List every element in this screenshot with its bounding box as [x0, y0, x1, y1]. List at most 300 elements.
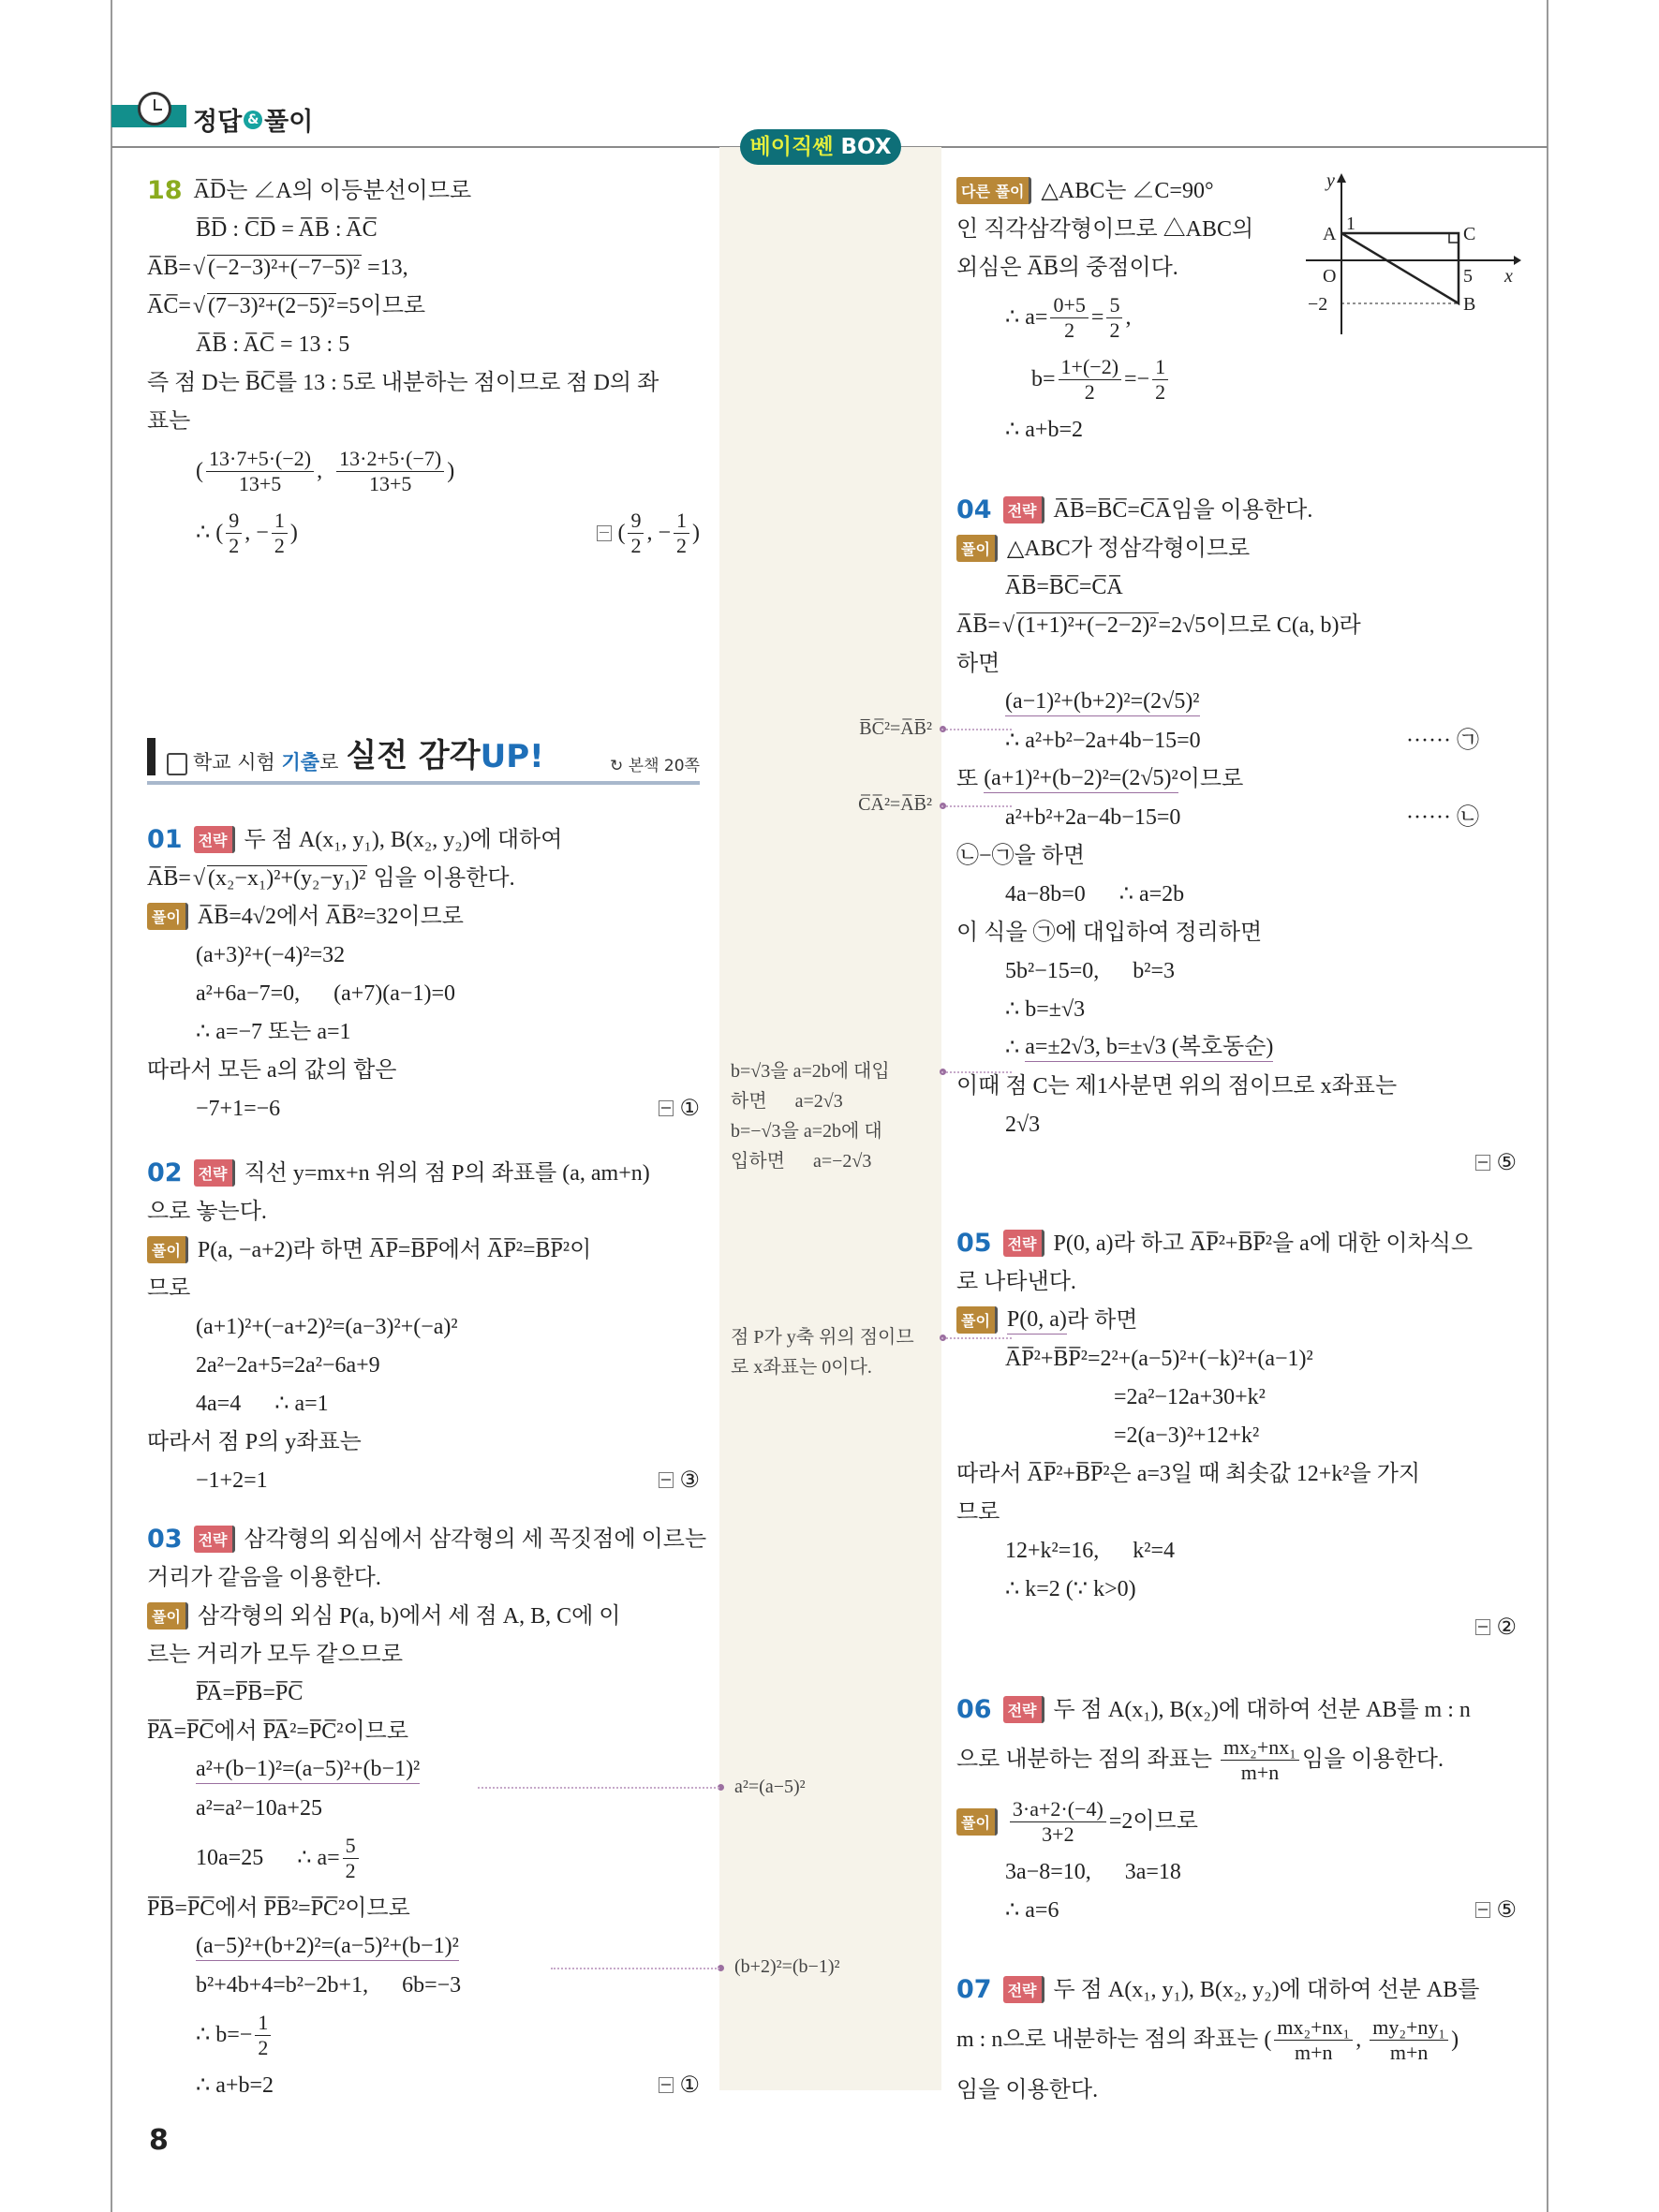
text: 인 직각삼각형이므로 △ABC의 [956, 216, 1254, 242]
text: 므로 [956, 1499, 1000, 1525]
right-problem-block [956, 1970, 1517, 2109]
solution-line [956, 721, 1517, 759]
problem-number: 07 [956, 1975, 992, 2004]
solution-line [956, 1729, 1517, 1791]
right-problem-block [956, 1224, 1517, 1646]
numerator: 13·7+5·(−2) [206, 447, 314, 472]
solution-line [147, 1558, 700, 1597]
connector-line [478, 1787, 719, 1789]
solution-line [956, 1105, 1517, 1143]
text: A̅B̅= [147, 255, 191, 280]
text: ) [692, 521, 700, 545]
solution-badge: 풀이 [147, 1236, 188, 1263]
solution-line [956, 1416, 1517, 1454]
text: 따라서 모든 a의 값의 합은 [147, 1057, 397, 1083]
text: (a+1)²+(−a+2)²=(a−3)²+(−a)² [196, 1314, 458, 1339]
solution-line [956, 1690, 1517, 1729]
solution-line [147, 1269, 700, 1307]
fraction [628, 509, 644, 558]
denominator: 2 [1109, 317, 1120, 342]
text: 12+k²=16, k²=4 [1005, 1538, 1175, 1563]
fraction [255, 2011, 271, 2060]
solution-line [147, 440, 700, 502]
denominator: m+n [1295, 2040, 1333, 2064]
solution-line [147, 1927, 700, 1966]
solution-line [956, 287, 1517, 348]
problem-number: 18 [147, 176, 183, 205]
text: 4a=4 ∴ a=1 [196, 1391, 329, 1416]
solution-line [956, 1143, 1517, 1182]
numerator: my₂+ny₁ [1370, 2015, 1448, 2041]
text: 르는 거리가 모두 같으므로 [147, 1642, 404, 1667]
solution-line [147, 287, 700, 325]
strategy-badge: 전략 [194, 1526, 235, 1553]
solution-line [956, 1891, 1517, 1929]
header-title-solution: 풀이 [264, 108, 314, 137]
solution-line [956, 683, 1517, 721]
denominator: 2 [229, 533, 240, 557]
right-problem-block [956, 1690, 1517, 1929]
solution-line [147, 171, 700, 210]
answer-icon [659, 1472, 674, 1488]
key-expression: (a−5)²+(b+2)²=(a−5)²+(b−1)² [196, 1932, 459, 1961]
numerator: 13·2+5·(−7) [336, 447, 444, 472]
solution-line [147, 1192, 700, 1231]
label-a: A [1323, 224, 1337, 244]
text: b= [1031, 367, 1056, 391]
numerator: 9 [628, 509, 644, 534]
equation-label: ······ ㉡ [1406, 804, 1479, 830]
square-root [206, 864, 368, 892]
fraction [674, 509, 689, 558]
solution-line [147, 974, 700, 1012]
text: ∴ b=±√3 [1005, 996, 1086, 1022]
label-b: B [1463, 294, 1476, 315]
radicand: √ (1+1)²+(−2−2)² [1016, 612, 1159, 638]
answer-icon [1475, 1155, 1490, 1171]
text: ∴ a²+b²−2a+4b−15=0 [1005, 728, 1201, 753]
numerator: 3·a+2·(−4) [1010, 1797, 1106, 1822]
square-root [206, 254, 362, 282]
left-problem-block [147, 820, 700, 1128]
solution-line [956, 1970, 1517, 2009]
left-problem-block [147, 171, 700, 564]
solution-line [147, 210, 700, 248]
answer-icon [1475, 1619, 1490, 1635]
section-subtitle [193, 747, 338, 775]
solution-line [147, 1154, 700, 1192]
text: 으로 놓는다. [147, 1199, 267, 1224]
text: =− [1124, 367, 1150, 391]
numerator: mx₂+nx₁ [1274, 2015, 1353, 2041]
solution-line [147, 1827, 700, 1889]
text: −1+2=1 [196, 1467, 268, 1493]
denominator: m+n [1389, 2040, 1429, 2064]
solution-line [147, 859, 700, 897]
solution-line [147, 1461, 700, 1499]
numerator: 0+5 [1050, 293, 1088, 318]
text: 외심은 A̅B̅의 중점이다. [956, 255, 1178, 280]
strategy-badge: 전략 [1003, 1696, 1044, 1723]
solution-line [147, 1789, 700, 1827]
text: △ABC는 ∠C=90° [1041, 178, 1214, 203]
margin-note: B̅C̅²=A̅B̅² [859, 718, 932, 739]
text: A̅B̅=B̅C̅=C̅A̅임을 이용한다. [1053, 497, 1313, 523]
text: , − [646, 521, 671, 545]
right-problem-block [956, 171, 1517, 449]
text: ∴ a=−7 또는 a=1 [196, 1019, 351, 1044]
connector-line [551, 1968, 719, 1969]
section-bar [147, 738, 156, 775]
text: , [1125, 305, 1132, 330]
solution-line [956, 529, 1517, 568]
textbook-page-ref: 본책 20쪽 [628, 757, 700, 775]
text: 삼각형의 외심에서 삼각형의 세 꼭짓점에 이르는 [244, 1526, 707, 1552]
strategy-badge: 전략 [1003, 1230, 1044, 1257]
answer-icon [659, 2077, 674, 2093]
numerator: 5 [343, 1834, 359, 1859]
text: A̅B̅= [956, 612, 1000, 638]
box-label-korean: 베이직쎈 [749, 135, 834, 159]
text: 2a²−2a+5=2a²−6a+9 [196, 1352, 380, 1378]
numerator: mx₂+nx₁ [1221, 1735, 1299, 1761]
margin-note: (b+2)²=(b−1)² [734, 1956, 840, 1977]
text: ∴ a+b=2 [1005, 417, 1083, 442]
key-expression: (a+1)²+(b−2)²=(2√5)² [984, 764, 1178, 793]
text: P̅A̅=P̅B̅=P̅C̅ [196, 1680, 304, 1705]
solution-line [956, 1301, 1517, 1339]
fraction [1050, 293, 1088, 343]
answer-icon [1475, 1902, 1490, 1918]
section-header [147, 737, 700, 785]
solution-line [956, 1067, 1517, 1105]
text: m : n으로 내분하는 점의 좌표는 ( [956, 2028, 1272, 2052]
solution-line [147, 897, 700, 936]
text: =13, [362, 255, 408, 280]
text: 로 나타낸다. [956, 1269, 1076, 1294]
solution-line [956, 606, 1517, 644]
denominator: 2 [1084, 379, 1095, 404]
solution-line [956, 491, 1517, 529]
text: ) [289, 521, 298, 545]
label-o: O [1323, 266, 1337, 287]
text: 3a−8=10, 3a=18 [1005, 1859, 1181, 1884]
solution-line [147, 402, 700, 440]
text: 직선 y=mx+n 위의 점 P의 좌표를 (a, am+n) [244, 1160, 650, 1186]
text: ① [679, 1096, 700, 1121]
problem-number: 05 [956, 1229, 992, 1258]
solution-line [956, 951, 1517, 990]
fraction [206, 447, 314, 496]
solution-line [956, 759, 1517, 798]
fraction [272, 509, 288, 558]
solution-line [147, 502, 700, 564]
text: ( [196, 459, 203, 483]
answer [1475, 1614, 1517, 1642]
text: =5이므로 [336, 293, 426, 318]
denominator: 13+5 [368, 471, 412, 495]
solution-line [147, 248, 700, 287]
fraction [1059, 355, 1121, 405]
label-y: y [1326, 173, 1335, 191]
solution-badge: 풀이 [956, 1306, 998, 1334]
denominator: 3+2 [1042, 1821, 1074, 1846]
solution-line [147, 1423, 700, 1461]
text: B̅D̅ : C̅D̅ = A̅B̅ : A̅C̅ [196, 216, 378, 242]
connector-line [941, 1071, 1012, 1073]
label-1: 1 [1346, 214, 1355, 234]
text: ② [1496, 1615, 1517, 1640]
radicand: √ (x₂−x₁)²+(y₂−y₁)² [207, 865, 368, 891]
denominator: 2 [1155, 379, 1166, 404]
problem-number: 06 [956, 1695, 992, 1724]
solution-line [147, 1231, 700, 1269]
section-t1: 학교 시험 [193, 751, 282, 774]
numerator: 1 [674, 509, 689, 534]
left-problem-block [147, 1520, 707, 2104]
text: 5b²−15=0, b²=3 [1005, 958, 1175, 983]
solution-line [147, 1307, 700, 1346]
numerator: 1 [255, 2011, 271, 2036]
text: (a+3)²+(−4)²=32 [196, 942, 346, 967]
text: 두 점 A(x₁, y₁), B(x₂, y₂)에 대하여 [244, 827, 563, 852]
key-expression: a=±2√3, b=±√3 (복호동순) [1025, 1033, 1273, 1062]
text: ∴ k=2 (∵ k>0) [1005, 1576, 1136, 1601]
pencil-note-icon [167, 753, 187, 775]
text: 두 점 A(x₁, y₁), B(x₂, y₂)에 대하여 선분 AB를 [1053, 1977, 1480, 2002]
solution-line [956, 1454, 1517, 1493]
problem-number: 04 [956, 495, 992, 524]
solution-line [956, 568, 1517, 606]
solution-line [956, 410, 1517, 449]
text: ∴ b=− [196, 2023, 253, 2047]
text: =2(a−3)²+12+k² [1114, 1423, 1260, 1448]
fraction [1221, 1735, 1299, 1785]
text: ) [447, 459, 455, 483]
text: 따라서 점 P의 y좌표는 [147, 1429, 362, 1454]
text: ⑤ [1496, 1150, 1517, 1175]
alt-badge: 다른 풀이 [956, 177, 1031, 204]
header-title [193, 101, 313, 138]
text: A̅P̅²+B̅P̅²=2²+(a−5)²+(−k)²+(a−1)² [1005, 1346, 1313, 1371]
text: ∴ a= [1005, 305, 1048, 330]
strategy-badge: 전략 [1003, 496, 1044, 524]
problem-number: 02 [147, 1158, 183, 1187]
text: 두 점 A(x₁), B(x₂)에 대하여 선분 AB를 m : n [1053, 1697, 1471, 1722]
key-expression: a²+(b−1)²=(a−5)²+(b−1)² [196, 1755, 420, 1784]
solution-line [956, 1339, 1517, 1378]
text: 즉 점 D는 B̅C̅를 13 : 5로 내분하는 점이므로 점 D의 좌 [147, 370, 659, 395]
page-border-right [1547, 0, 1548, 2212]
text: 이므로 [1178, 766, 1244, 791]
solution-line [956, 990, 1517, 1028]
text: 삼각형의 외심 P(a, b)에서 세 점 A, B, C에 이 [197, 1603, 621, 1629]
solution-line [956, 1378, 1517, 1416]
text: P(a, −a+2)라 하면 A̅P̅=B̅P̅에서 A̅P̅²=B̅P̅²이 [197, 1237, 592, 1262]
page-border-left [111, 0, 112, 2212]
text: A̅B̅= [147, 865, 191, 891]
ampersand-icon: & [244, 111, 262, 129]
solution-line [956, 1493, 1517, 1531]
text: A̅D̅는 ∠A의 이등분선이므로 [193, 178, 472, 203]
denominator: 2 [258, 2035, 269, 2059]
strategy-badge: 전략 [194, 1159, 235, 1187]
problem-number: 03 [147, 1525, 183, 1554]
square-root [1015, 612, 1159, 640]
denominator: 2 [274, 533, 285, 557]
text: P̅B̅=P̅C̅에서 P̅B̅²=P̅C̅²이므로 [147, 1895, 410, 1921]
solution-line [147, 1012, 700, 1051]
label-5: 5 [1463, 266, 1473, 287]
label-x: x [1504, 266, 1513, 287]
text: ∴ a+b=2 [196, 2072, 274, 2098]
answer [659, 2072, 700, 2100]
denominator: m+n [1240, 1760, 1280, 1784]
numerator: 1 [1152, 355, 1168, 380]
fraction [1106, 293, 1122, 343]
answer-icon [597, 525, 612, 541]
answer [1475, 1896, 1517, 1924]
fraction [343, 1834, 359, 1883]
connector-line [941, 805, 1012, 807]
text: 이 식을 ㉠에 대입하여 정리하면 [956, 920, 1263, 945]
solution-line [147, 820, 700, 859]
text: ( [617, 521, 626, 545]
answer [1475, 1149, 1517, 1177]
solution-line [956, 798, 1517, 836]
denominator: 2 [1064, 317, 1075, 342]
text: −7+1=−6 [196, 1096, 281, 1121]
answer [597, 509, 700, 558]
text: = [1090, 305, 1104, 330]
solution-line [956, 1028, 1517, 1067]
solution-line [956, 1852, 1517, 1891]
label-c: C [1463, 224, 1476, 244]
text: ) [1451, 2028, 1459, 2052]
solution-line [147, 1635, 700, 1674]
denominator: 2 [676, 533, 687, 557]
answer [659, 1095, 700, 1123]
text: A̅C̅= [147, 293, 191, 318]
text: A̅B̅=B̅C̅=C̅A̅ [1005, 574, 1123, 599]
solution-line [956, 875, 1517, 913]
solution-badge: 풀이 [147, 903, 188, 930]
text: a²=a²−10a+25 [196, 1795, 322, 1821]
solution-line [956, 1531, 1517, 1570]
page-number: 8 [149, 2124, 169, 2157]
margin-note: a²=(a−5)² [734, 1777, 806, 1797]
text: ∴ [1005, 1035, 1026, 1060]
answer [659, 1467, 700, 1495]
solution-line [956, 1608, 1517, 1646]
radicand: √ (7−3)²+(2−5)² [207, 293, 336, 318]
section-t2: 기출 [281, 751, 320, 774]
solution-line [956, 2009, 1517, 2071]
denominator: 2 [345, 1858, 356, 1882]
key-expression: P(0, a) [1007, 1305, 1067, 1335]
solution-line [147, 936, 700, 974]
text: 거리가 같음을 이용한다. [147, 1565, 381, 1590]
text: P(0, a)라 하고 A̅P̅²+B̅P̅²을 a에 대한 이차식으 [1053, 1231, 1474, 1256]
solution-line [956, 836, 1517, 875]
fraction [226, 509, 242, 558]
solution-line [147, 1089, 700, 1128]
problem-number: 01 [147, 825, 183, 854]
text: 으로 내분하는 점의 좌표는 [956, 1747, 1219, 1772]
solution-line [956, 1224, 1517, 1262]
solution-line [147, 1597, 700, 1635]
basic-box-badge [740, 129, 901, 165]
text: ③ [679, 1467, 700, 1493]
solution-line [956, 1570, 1517, 1608]
text: 므로 [147, 1276, 191, 1301]
solution-line [147, 363, 700, 402]
text: b²+4b+4=b²−2b+1, 6b=−3 [196, 1972, 462, 1998]
numerator: 9 [226, 509, 242, 534]
text: =2이므로 [1108, 1809, 1198, 1834]
fraction [1152, 355, 1168, 405]
numerator: 1+(−2) [1059, 355, 1121, 380]
fraction [1370, 2015, 1448, 2065]
section-title-up: UP! [480, 738, 544, 775]
text: a²+b²+2a−4b−15=0 [1005, 804, 1181, 830]
solution-line [147, 1520, 707, 1558]
solution-line [956, 248, 1517, 287]
textbook-reference: ↻ 본책 20쪽 [610, 757, 700, 775]
solution-line [147, 1346, 700, 1384]
text: A̅B̅=4√2에서 A̅B̅²=32이므로 [197, 904, 464, 929]
margin-note: b=√3을 a=2b에 대입 하면 a=2√3 b=−√3을 a=2b에 대 입하면 a=−2√3 [731, 1061, 890, 1172]
text: △ABC가 정삼각형이므로 [1006, 536, 1251, 561]
answer-icon [659, 1100, 674, 1116]
text: ⑤ [1496, 1897, 1517, 1923]
numerator: 5 [1106, 293, 1122, 318]
denominator: 2 [630, 533, 642, 557]
solution-line [147, 1712, 700, 1750]
fraction [336, 447, 444, 496]
key-expression: (a−1)²+(b+2)²=(2√5)² [1005, 687, 1200, 716]
solution-line [147, 325, 700, 363]
text: ㉡−㉠을 하면 [956, 843, 1086, 868]
radicand: √ (−2−3)²+(−7−5)² [207, 255, 362, 280]
section-title: 실전 감각 [346, 737, 481, 774]
margin-note: 점 P가 y축 위의 점이므 로 x좌표는 0이다. [731, 1327, 914, 1378]
text: 임을 이용한다. [367, 865, 515, 891]
text: 하면 [956, 651, 1000, 676]
text: 10a=25 ∴ a= [196, 1846, 340, 1870]
connector-line [941, 729, 1012, 730]
equation-label: ······ ㉠ [1406, 728, 1479, 753]
solution-line [147, 1051, 700, 1089]
solution-line [147, 1750, 700, 1789]
solution-badge: 풀이 [147, 1602, 188, 1630]
strategy-badge: 전략 [194, 826, 235, 853]
solution-badge: 풀이 [956, 1808, 998, 1836]
square-root [206, 292, 336, 320]
denominator: 13+5 [238, 471, 282, 495]
text: a²+6a−7=0, (a+7)(a−1)=0 [196, 981, 455, 1006]
left-problem-block [147, 1154, 700, 1499]
solution-line [956, 2071, 1517, 2109]
connector-line [941, 1337, 1012, 1339]
solution-line [147, 1384, 700, 1423]
solution-line [956, 644, 1517, 683]
solution-badge: 풀이 [956, 535, 998, 562]
solution-line [147, 1966, 700, 2004]
solution-line [956, 913, 1517, 951]
box-label-box: BOX [840, 135, 892, 159]
text: 따라서 A̅P̅²+B̅P̅²은 a=3일 때 최솟값 12+k²을 가지 [956, 1461, 1421, 1486]
